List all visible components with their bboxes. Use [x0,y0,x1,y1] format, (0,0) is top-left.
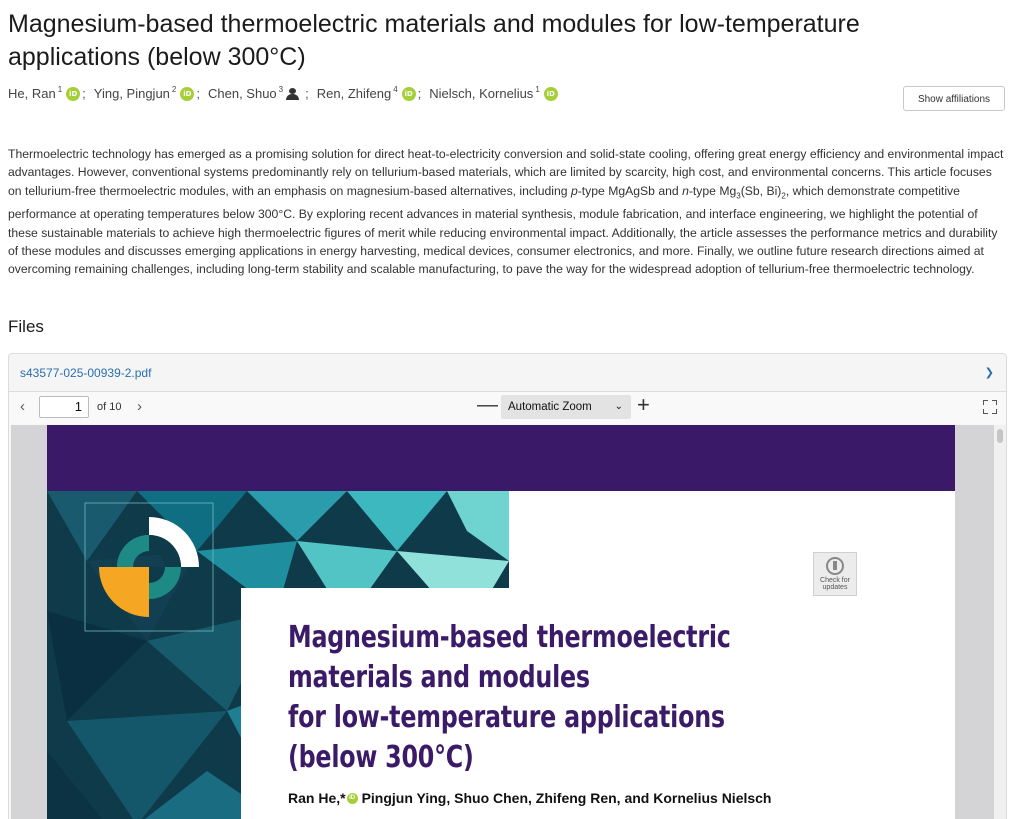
page-count: of 10 [97,401,122,413]
zoom-label: Automatic Zoom [508,401,592,413]
abstract-subscript: 3 [736,191,741,201]
files-heading: Files [8,317,44,336]
abstract-italic: n [682,183,689,198]
affiliation-number: 1 [57,85,63,94]
file-name-link[interactable]: s43577-025-00939-2.pdf [20,366,152,380]
plus-icon[interactable]: + [637,392,650,417]
pdf-canvas-area[interactable] [11,425,994,819]
journal-logo [85,503,213,631]
abstract-text: Thermoelectric technology has emerged as a promising solution for direct heat-to-electricity conversion and solid-state cooling, offering great energy efficiency and environmental impact advantages. However, conventional systems predominantly rely on tellurium-based materials, which are limited by scarcity, high cost, and environmental concerns. This article focuses on tellurium-free thermoelectric modules, with an emphasis on magnesium-based alternatives, including [8,147,1004,198]
author-name[interactable]: Nielsch, Kornelius [429,86,534,101]
pdf-title-line: (below 300°C) [288,740,474,775]
pdf-author-rest: Pingjun Ying, Shuo Chen, Zhifeng Ren, and Kornelius Nielsch [361,790,772,806]
pdf-title-line: Magnesium-based thermoelectric [288,620,731,655]
abstract-text: -type MgAgSb and [577,183,683,198]
orcid-icon[interactable]: iD [66,87,80,101]
author-name[interactable]: Ying, Pingjun [93,86,170,101]
author-list [8,86,558,101]
orcid-icon: iD [347,793,358,804]
pdf-title-line: materials and modules [288,660,590,695]
author-chen-shuo[interactable] [208,86,299,101]
file-bar[interactable] [9,354,1006,392]
author-name[interactable]: Ren, Zhifeng [316,86,392,101]
orcid-icon[interactable]: iD [180,87,194,101]
show-affiliations-button[interactable]: Show affiliations [903,86,1005,111]
author-ren-zhifeng[interactable] [317,86,416,101]
pdf-article-title [288,618,850,778]
scrollbar-thumb[interactable] [997,429,1003,443]
check-for-updates-badge[interactable] [813,552,857,596]
header-band [47,425,955,491]
author-name[interactable]: Chen, Shuo [208,86,277,101]
affiliation-number: 2 [171,85,177,94]
affiliation-number: 3 [278,85,284,94]
author-separator: ; [417,86,422,101]
orcid-icon[interactable]: iD [402,87,416,101]
article-title: Magnesium-based thermoelectric materials and modules for low-temperature applications (below 300°C) [8,10,860,71]
fullscreen-icon[interactable] [983,400,997,414]
zoom-select[interactable] [501,395,631,419]
abstract [8,145,1008,279]
pdf-title-line: for low-temperature applications [288,700,725,735]
pdf-viewer [8,353,1007,819]
check-updates-icon [826,557,844,575]
page-number-input[interactable]: 1 [39,396,89,418]
abstract-text: , which demonstrate competitive performance at operating temperatures below 300°C. By exploring recent advances in material synthesis, module fabrication, and interface engineering, we highlight the potential of these sustainable materials to achieve high thermoelectric figures of merit while reducing environmental impact. Additionally, the article assesses the performance metrics and durability of these modules and discusses emerging applications in energy harvesting, medical devices, consumer electronics, and more. Finally, we outline future research directions aimed at overcoming remaining challenges, including long-term stability and scalable manufacturing, to pave the way for the widespread adoption of tellurium-free thermoelectric technology. [8,183,998,277]
affiliation-number: 4 [393,85,398,94]
scrollbar[interactable] [994,425,1006,819]
author-separator: ; [305,86,309,101]
abstract-italic: p [570,183,578,198]
chevron-down-icon[interactable]: ❯ [984,367,994,379]
abstract-text: -type Mg [688,183,737,198]
author-ying-pingjun[interactable] [94,86,195,101]
pdf-author-line [288,790,772,806]
pdf-toolbar [9,392,1006,424]
pdf-page [47,425,955,819]
chevron-left-icon[interactable]: ‹ [20,398,25,415]
author-he-ran[interactable] [8,86,80,101]
affiliation-number: 1 [535,85,540,94]
person-icon [286,88,299,100]
author-name[interactable]: He, Ran [8,86,56,101]
check-updates-label: Check for updates [820,577,850,591]
chevron-down-icon: ⌄ [614,401,623,412]
minus-icon[interactable]: — [477,393,498,416]
chevron-right-icon[interactable]: › [137,398,142,415]
abstract-text: (Sb, Bi) [740,183,782,198]
pdf-author-first: Ran He,* [288,790,346,806]
author-separator: ; [196,86,200,101]
author-separator: ; [82,86,86,101]
abstract-subscript: 2 [781,191,786,201]
author-nielsch-kornelius[interactable] [429,86,558,101]
orcid-icon[interactable]: iD [544,87,558,101]
